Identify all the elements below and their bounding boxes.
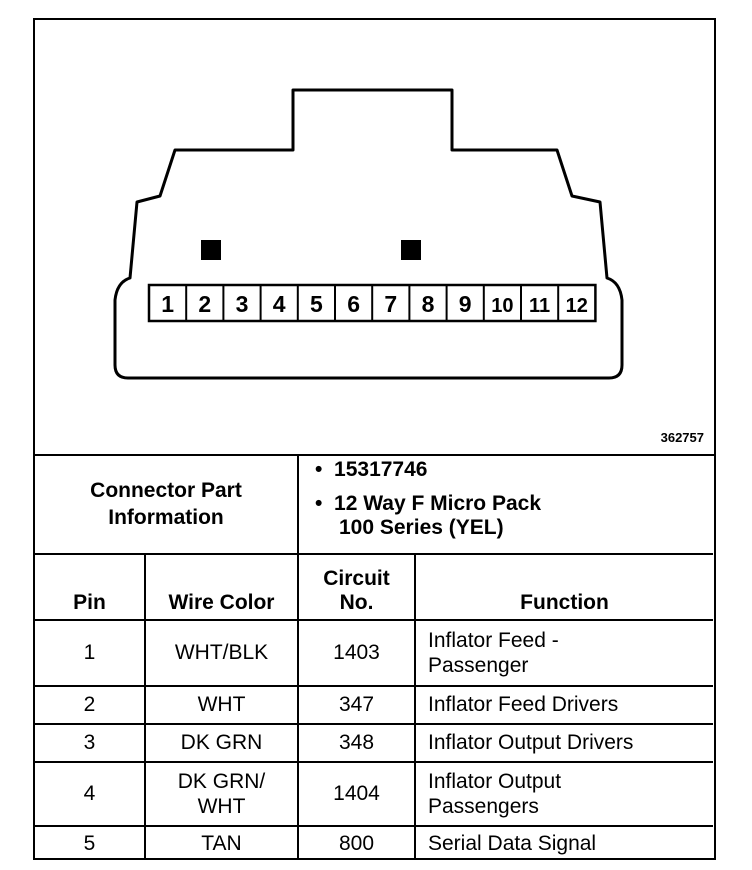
pin-number-1: 1 xyxy=(161,291,174,317)
wire-color-line1: DK GRN/ xyxy=(177,770,266,793)
pin-number-7: 7 xyxy=(384,291,398,317)
description-line1: 12 Way F Micro Pack xyxy=(334,492,542,515)
circuit-cell: 348 xyxy=(298,724,415,762)
function-cell: Inflator Feed Drivers xyxy=(415,686,713,724)
circuit-cell: 347 xyxy=(298,686,415,724)
wire-color-cell: DK GRN xyxy=(145,724,298,762)
description-line: • 12 Way F Micro Pack xyxy=(315,492,542,515)
table-row xyxy=(35,686,713,724)
part-info-row xyxy=(35,454,713,554)
function-line1: Inflator Feed - xyxy=(428,629,559,652)
wire-color-cell: WHT xyxy=(145,686,298,724)
pin-cell: 4 xyxy=(35,762,145,826)
connector-diagram xyxy=(35,20,714,456)
pin-number-12: 12 xyxy=(565,295,588,317)
pin-cell: 1 xyxy=(35,620,145,686)
pin-cell: 3 xyxy=(35,724,145,762)
function-cell xyxy=(415,620,713,686)
header-row xyxy=(35,554,713,620)
wire-color-header: Wire Color xyxy=(145,554,298,620)
connector-sheet xyxy=(33,18,716,860)
circuit-cell: 800 xyxy=(298,826,415,860)
circuit-header xyxy=(298,554,415,620)
part-number: 15317746 xyxy=(334,458,428,481)
key-tab-right xyxy=(401,240,421,260)
pin-number-10: 10 xyxy=(491,295,514,317)
pin-number-2: 2 xyxy=(198,291,212,317)
pin-number-11: 11 xyxy=(529,295,551,317)
pin-number-8: 8 xyxy=(421,291,435,317)
connector-drawing xyxy=(35,20,715,454)
part-info-label xyxy=(35,454,298,554)
circuit-cell: 1404 xyxy=(298,762,415,826)
wire-color-cell: WHT/BLK xyxy=(145,620,298,686)
wire-color-cell xyxy=(145,762,298,826)
pin-cavity-strip xyxy=(149,285,595,321)
pin-number-4: 4 xyxy=(272,291,286,317)
figure-number: 362757 xyxy=(660,430,704,445)
part-info-label-text: Connector Part Information xyxy=(90,478,242,529)
function-header: Function xyxy=(415,554,713,620)
pin-number-9: 9 xyxy=(458,291,472,317)
function-cell: Serial Data Signal xyxy=(415,826,713,860)
function-line1: Inflator Output xyxy=(428,770,562,793)
connector-housing-outline xyxy=(115,90,622,378)
circuit-header-line2: No. xyxy=(339,591,374,614)
circuit-cell: 1403 xyxy=(298,620,415,686)
wire-color-cell: TAN xyxy=(145,826,298,860)
description-line2: 100 Series (YEL) xyxy=(339,516,504,539)
function-cell xyxy=(415,762,713,826)
pin-number-3: 3 xyxy=(235,291,249,317)
part-number-line: • 15317746 xyxy=(315,458,428,481)
wire-color-line2: WHT xyxy=(197,795,246,818)
pin-header: Pin xyxy=(35,554,145,620)
part-info-values xyxy=(298,454,713,554)
pin-number-6: 6 xyxy=(347,291,360,317)
pin-number-5: 5 xyxy=(310,291,323,317)
function-line2: Passenger xyxy=(428,654,529,677)
key-tab-left xyxy=(201,240,221,260)
table-row xyxy=(35,724,713,762)
connector-info-table xyxy=(35,454,713,860)
pin-cell: 5 xyxy=(35,826,145,860)
table-row xyxy=(35,826,713,860)
circuit-header-line1: Circuit xyxy=(323,567,390,590)
pin-cell: 2 xyxy=(35,686,145,724)
function-cell: Inflator Output Drivers xyxy=(415,724,713,762)
table-row xyxy=(35,762,713,826)
table-row xyxy=(35,620,713,686)
function-line2: Passengers xyxy=(428,795,539,818)
